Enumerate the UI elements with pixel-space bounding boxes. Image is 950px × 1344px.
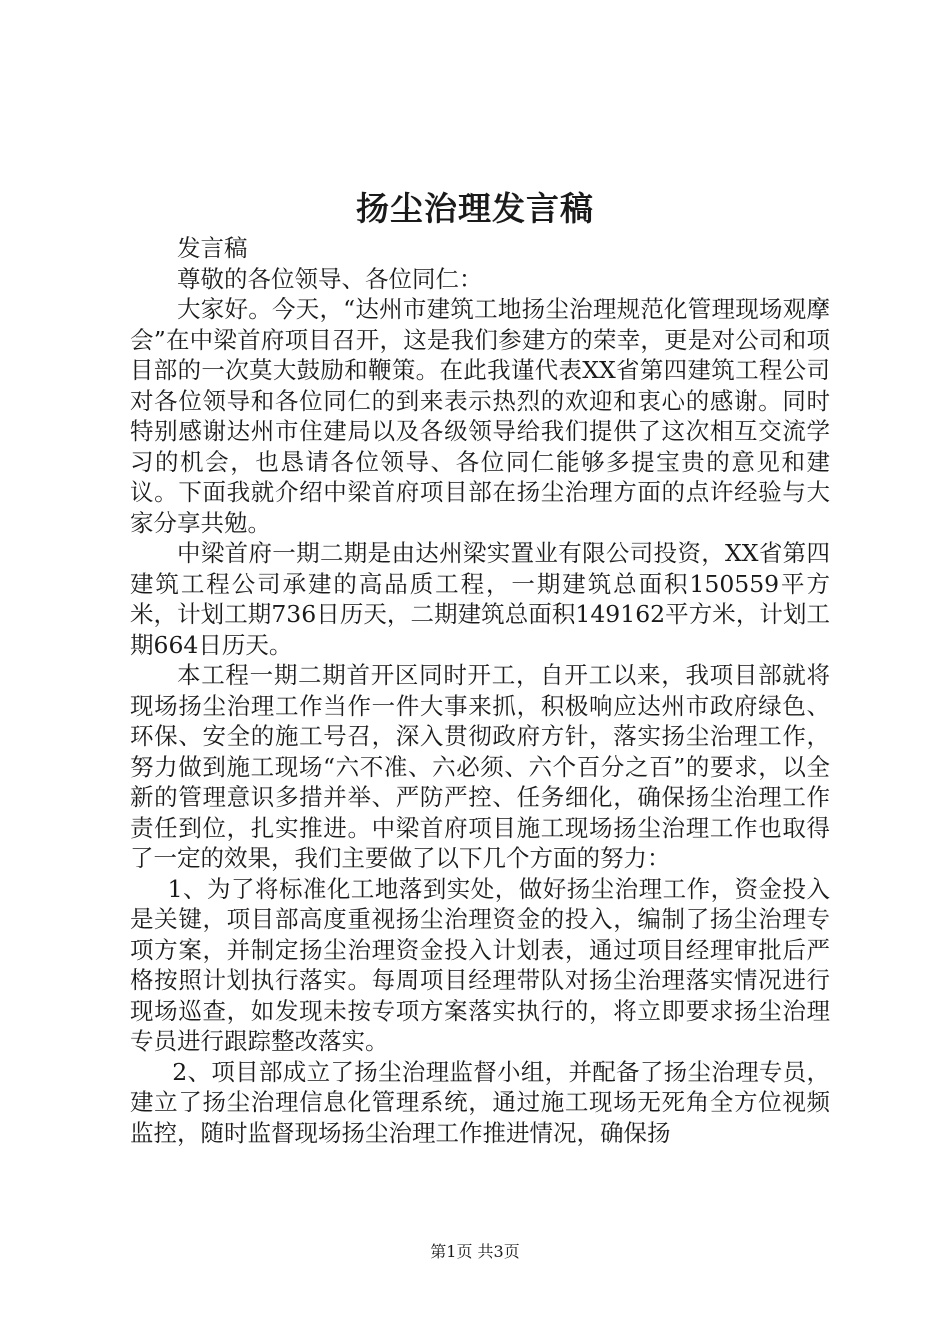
paragraph-efforts-intro: 本工程一期二期首开区同时开工，自开工以来，我项目部就将现场扬尘治理工作当作一件大事来抓，积极响应达州市政府绿色、环保、安全的施工号召，深入贯彻政府方针，落实扬尘治理工作，努力做到施工现场“六不准、六必须、六个百分之百”的要求，以全新的管理意识多措并举、严防严控、任务细化，确保扬尘治理工作责任到位，扎实推进。中梁首府项目施工现场扬尘治理工作也取得了一定的效果，我们主要做了以下几个方面的努力：	[130, 661, 830, 872]
paragraph-heading: 发言稿	[177, 234, 248, 262]
paragraph-item-1: 1、为了将标准化工地落到实处，做好扬尘治理工作，资金投入是关键，项目部高度重视扬尘治理资金的投入，编制了扬尘治理专项方案，并制定扬尘治理资金投入计划表，通过项目经理审批后严格按照计划执行落实。每周项目经理带队对扬尘治理落实情况进行现场巡查，如发现未按专项方案落实执行的，将立即要求扬尘治理专员进行跟踪整改落实。	[130, 874, 830, 1055]
paragraph-greeting: 大家好。今天，“达州市建筑工地扬尘治理规范化管理现场观摩会”在中梁首府项目召开，这是我们参建方的荣幸，更是对公司和项目部的一次莫大鼓励和鞭策。在此我谨代表XX省第四建筑工程公司对各位领导和各位同仁的到来表示热烈的欢迎和衷心的感谢。同时特别感谢达州市住建局以及各级领导给我们提供了这次相互交流学习的机会，也恳请各位领导、各位同仁能够多提宝贵的意见和建议。下面我就介绍中梁首府项目部在扬尘治理方面的点许经验与大家分享共勉。	[130, 295, 830, 537]
document-title: 扬尘治理发言稿	[356, 189, 594, 228]
paragraph-project-overview: 中梁首府一期二期是由达州梁实置业有限公司投资，XX省第四建筑工程公司承建的高品质工程，一期建筑总面积150559平方米，计划工期736日历天，二期建筑总面积149162平方米，计划工期664日历天。	[130, 539, 830, 659]
page-footer: 第1页 共3页	[430, 1242, 520, 1261]
paragraph-item-2: 2、项目部成立了扬尘治理监督小组，并配备了扬尘治理专员，建立了扬尘治理信息化管理系统，通过施工现场无死角全方位视频监控，随时监督现场扬尘治理工作推进情况，确保扬	[130, 1057, 830, 1147]
paragraph-salutation: 尊敬的各位领导、各位同仁：	[177, 264, 483, 293]
document-body	[130, 233, 830, 1148]
